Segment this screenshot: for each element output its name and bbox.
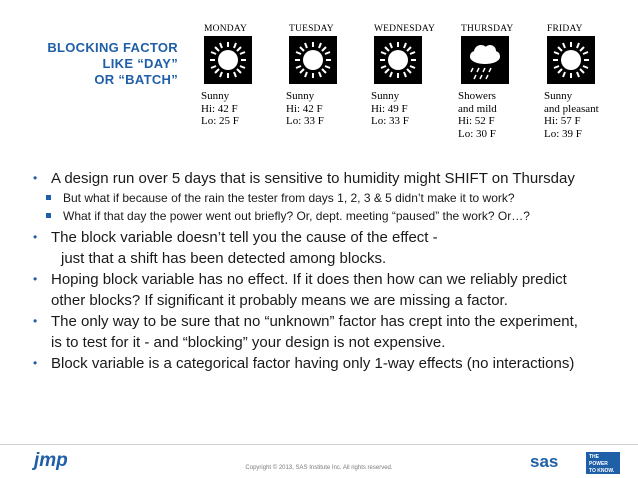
forecast-line: Hi: 42 F xyxy=(286,102,323,115)
sub-bullet-text: What if that day the power went out briefly? Or, dept. meeting “paused” the work? Or…? xyxy=(63,209,530,223)
bullet-text: A design run over 5 days that is sensitive to humidity might SHIFT on Thursday xyxy=(51,170,575,187)
bullet-item xyxy=(33,168,633,189)
sub-bullet-item xyxy=(33,207,633,225)
bullet-item xyxy=(33,353,633,374)
forecast-text xyxy=(370,90,455,128)
bullet-text: The only way to be sure that no “unknown” factor has crept into the experiment, xyxy=(51,313,578,330)
bullet-text: just that a shift has been detected among blocks. xyxy=(61,250,387,267)
title-line: OR “BATCH” xyxy=(94,72,178,87)
tagline-line: TO KNOW. xyxy=(589,468,615,474)
sub-bullet-square xyxy=(46,195,51,200)
sun-icon xyxy=(374,36,422,84)
bullet-dot: • xyxy=(33,171,38,185)
bullet-dot: • xyxy=(33,314,38,328)
forecast-line: Sunny xyxy=(201,90,230,102)
bullet-text: is to test for it - and “blocking” your design is not expensive. xyxy=(51,334,446,351)
sun-icon xyxy=(547,36,595,84)
forecast-line: Hi: 42 F xyxy=(201,102,238,115)
sas-logo: sas xyxy=(530,452,559,471)
bullet-list xyxy=(33,168,633,374)
sun-icon xyxy=(289,36,337,84)
sub-bullet-square xyxy=(46,213,51,218)
bullet-item xyxy=(33,227,633,269)
forecast-text xyxy=(457,90,542,140)
sub-bullet-item xyxy=(33,189,633,207)
day-name: MONDAY xyxy=(204,24,248,34)
forecast-day-thursday xyxy=(457,22,542,140)
bullet-dot: • xyxy=(33,230,38,244)
sub-bullet-text: But what if because of the rain the tester from days 1, 2, 3 & 5 didn’t make it to work? xyxy=(63,191,515,205)
forecast-day-wednesday xyxy=(370,22,455,128)
bullet-dot: • xyxy=(33,272,38,286)
forecast-line: Hi: 49 F xyxy=(371,102,408,115)
jmp-logo: jmp xyxy=(34,450,68,471)
forecast-line: and pleasant xyxy=(544,102,599,115)
forecast-text xyxy=(285,90,370,128)
blocking-factor-title xyxy=(0,40,178,88)
forecast-line: Sunny xyxy=(286,90,315,102)
forecast-line: Sunny xyxy=(371,90,400,102)
day-name: FRIDAY xyxy=(547,24,583,34)
bullet-text: other blocks? If significant it probably means we are missing a factor. xyxy=(51,292,508,309)
rain-cloud-icon xyxy=(461,36,509,84)
forecast-line: Hi: 57 F xyxy=(544,115,581,127)
forecast-line: Showers xyxy=(458,90,496,102)
tagline-line: POWER xyxy=(589,461,608,467)
sun-icon xyxy=(204,36,252,84)
footer-divider xyxy=(0,444,638,445)
bullet-dot: • xyxy=(33,356,38,370)
copyright-notice: Copyright © 2013, SAS Institute Inc. All rights reserved. xyxy=(245,465,393,471)
forecast-day-monday xyxy=(200,22,285,128)
forecast-line: Lo: 33 F xyxy=(286,115,324,127)
forecast-line: Lo: 33 F xyxy=(371,115,409,127)
day-name: WEDNESDAY xyxy=(374,24,436,34)
forecast-line: Hi: 52 F xyxy=(458,115,495,127)
forecast-line: Lo: 30 F xyxy=(458,127,496,140)
day-name: TUESDAY xyxy=(289,24,334,34)
bullet-item xyxy=(33,269,633,311)
tagline-line: THE xyxy=(589,454,599,460)
day-name: THURSDAY xyxy=(461,24,514,34)
bullet-text: The block variable doesn’t tell you the cause of the effect - xyxy=(51,229,438,246)
bullet-text: Hoping block variable has no effect. If it does then how can we reliably predict xyxy=(51,271,567,288)
sas-tagline xyxy=(586,452,620,474)
forecast-line: and mild xyxy=(458,102,497,115)
forecast-text xyxy=(200,90,285,128)
forecast-day-friday xyxy=(543,22,628,140)
forecast-day-tuesday xyxy=(285,22,370,128)
forecast-line: Lo: 39 F xyxy=(544,127,582,140)
forecast-line: Sunny xyxy=(544,90,573,102)
forecast-text xyxy=(543,90,628,140)
bullet-text: Block variable is a categorical factor having only 1-way effects (no interactions) xyxy=(51,355,575,372)
weather-forecast xyxy=(200,22,630,157)
title-line: LIKE “DAY” xyxy=(102,56,178,71)
title-line: BLOCKING FACTOR xyxy=(47,40,178,55)
forecast-line: Lo: 25 F xyxy=(201,115,239,127)
bullet-item xyxy=(33,311,633,353)
